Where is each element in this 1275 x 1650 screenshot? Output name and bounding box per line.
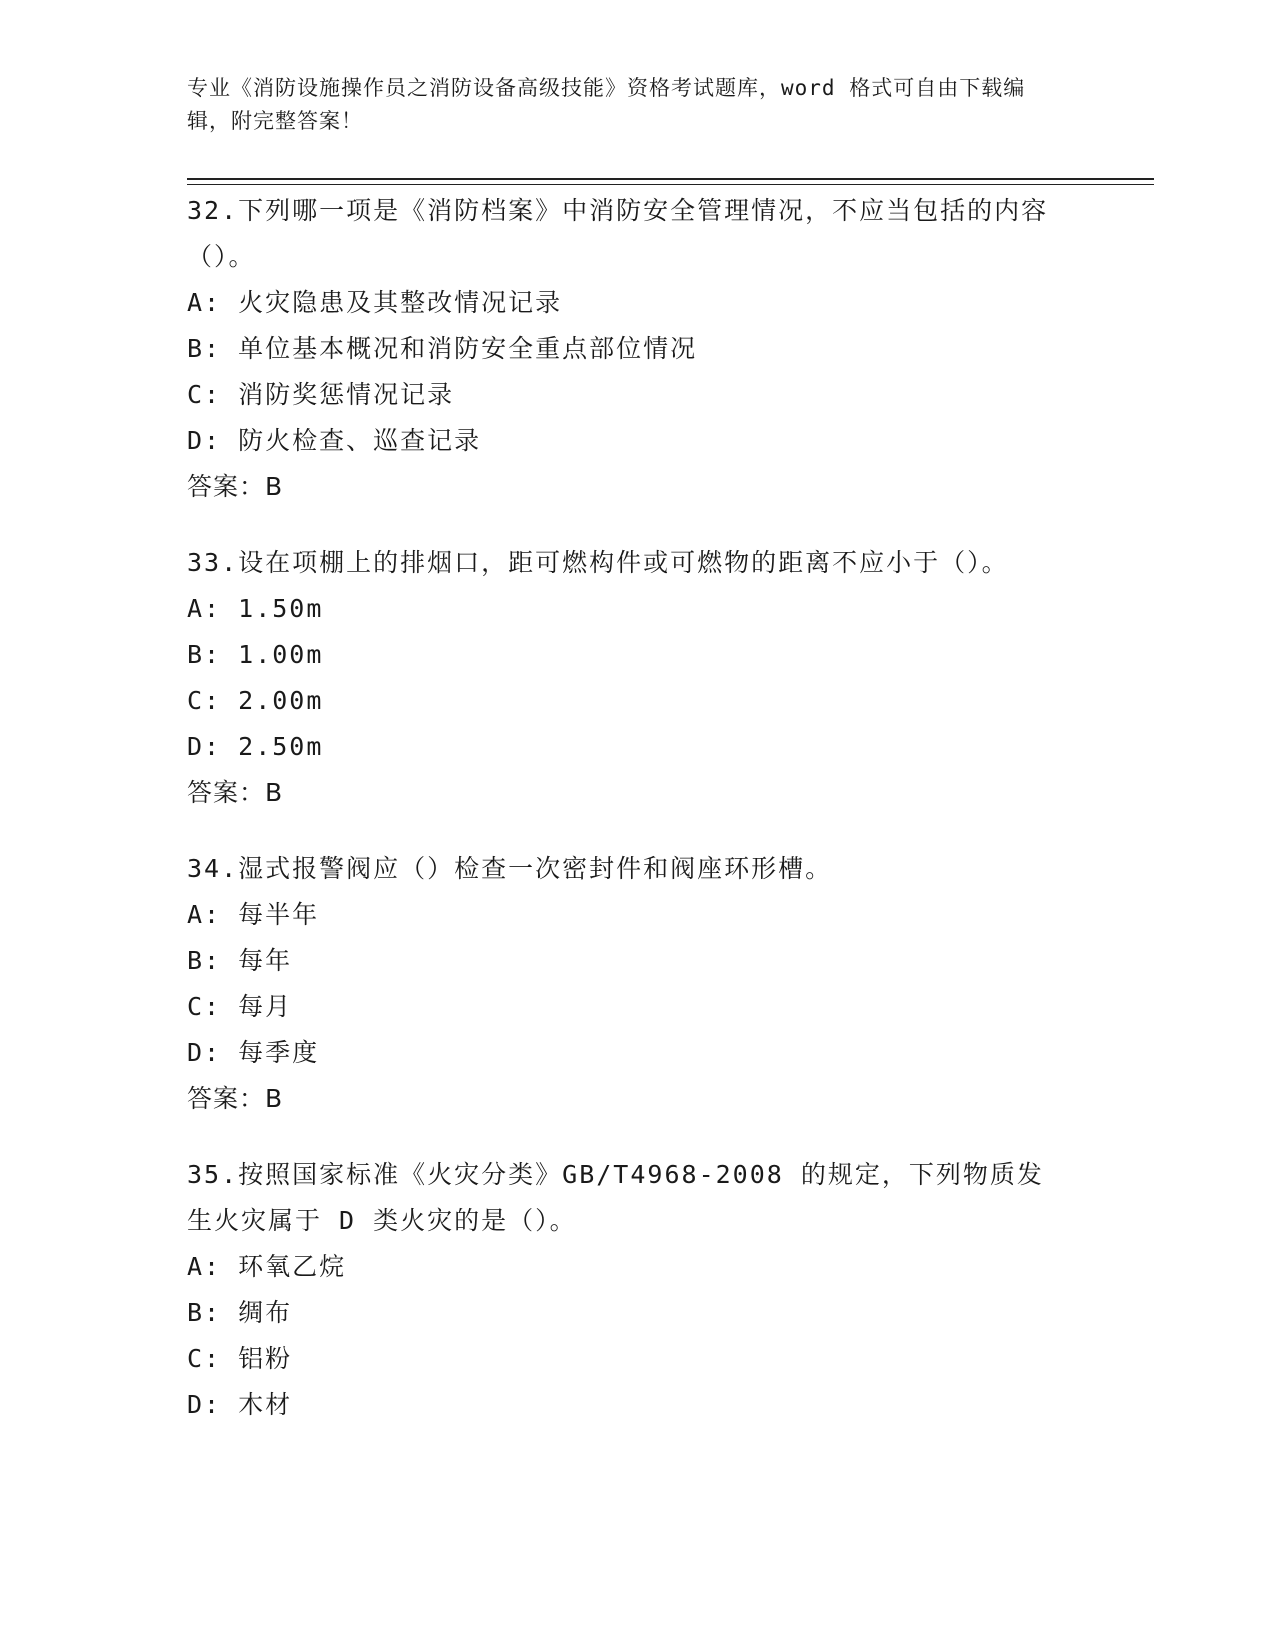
- option-a: A: 每半年: [187, 900, 320, 929]
- option-d: D: 木材: [187, 1390, 293, 1419]
- answer-line: 答案：B: [187, 472, 284, 501]
- option-d: D: 每季度: [187, 1038, 320, 1067]
- option-b: B: 绸布: [187, 1298, 293, 1327]
- question-34: [187, 846, 1087, 1122]
- option-d: D: 防火检查、巡查记录: [187, 426, 482, 455]
- question-stem: 35.按照国家标准《火灾分类》GB/T4968-2008 的规定，下列物质发生火灾属于 D 类火灾的是（）。: [187, 1160, 1044, 1235]
- option-c: C: 每月: [187, 992, 293, 1021]
- header-divider-thick: [187, 178, 1154, 180]
- option-b: B: 单位基本概况和消防安全重点部位情况: [187, 334, 698, 363]
- question-stem: 33.设在项棚上的排烟口，距可燃构件或可燃物的距离不应小于（）。: [187, 548, 1009, 577]
- option-c: C: 铝粉: [187, 1344, 293, 1373]
- option-a: A: 环氧乙烷: [187, 1252, 347, 1281]
- option-c: C: 消防奖惩情况记录: [187, 380, 455, 409]
- header-divider-thin: [187, 184, 1154, 185]
- question-33: [187, 540, 1087, 816]
- question-35: [187, 1152, 1087, 1428]
- document-header: 专业《消防设施操作员之消防设备高级技能》资格考试题库，word 格式可自由下载编辑，附完整答案！: [187, 76, 1026, 133]
- answer-line: 答案：B: [187, 1084, 284, 1113]
- option-a: A: 1.50m: [187, 594, 324, 623]
- question-stem: 32.下列哪一项是《消防档案》中消防安全管理情况，不应当包括的内容（）。: [187, 196, 1049, 271]
- question-list: [187, 188, 1087, 1458]
- option-c: C: 2.00m: [187, 686, 324, 715]
- option-a: A: 火灾隐患及其整改情况记录: [187, 288, 563, 317]
- option-d: D: 2.50m: [187, 732, 324, 761]
- answer-line: 答案：B: [187, 778, 284, 807]
- question-32: [187, 188, 1087, 510]
- question-stem: 34.湿式报警阀应（）检查一次密封件和阀座环形槽。: [187, 854, 833, 883]
- option-b: B: 每年: [187, 946, 293, 975]
- option-b: B: 1.00m: [187, 640, 324, 669]
